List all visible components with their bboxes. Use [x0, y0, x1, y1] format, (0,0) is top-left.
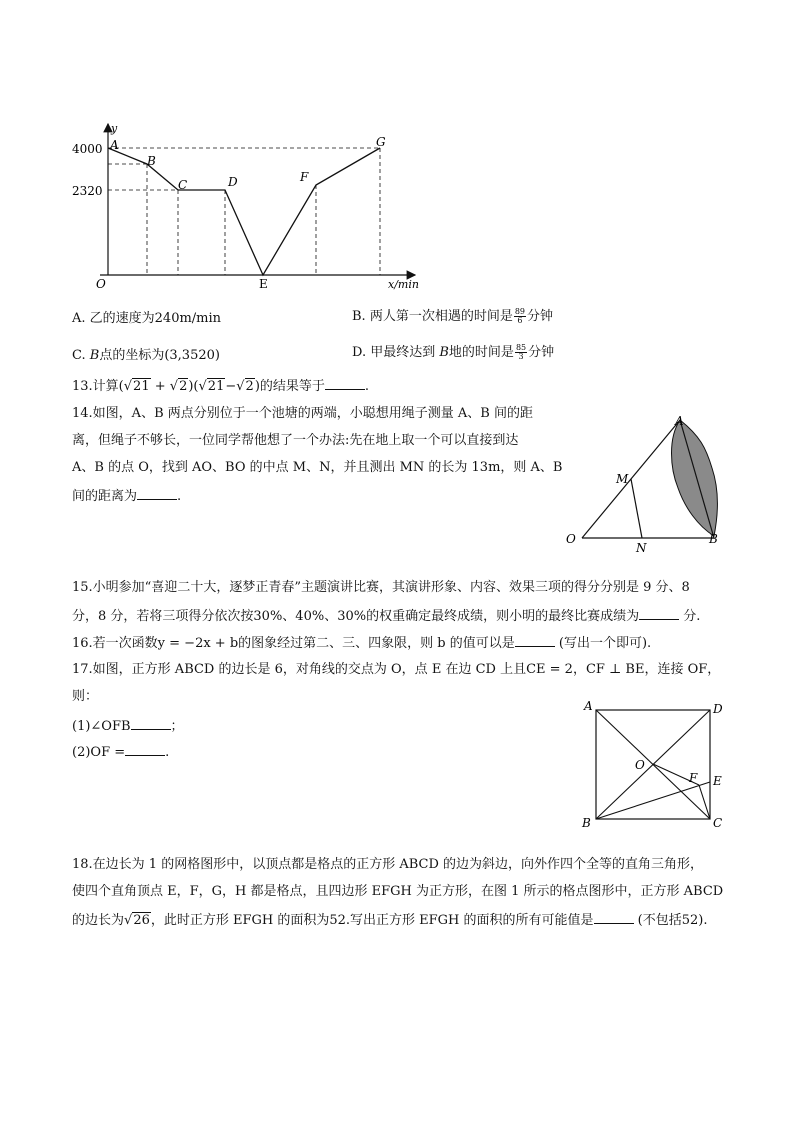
- option-b: [352, 306, 553, 328]
- point-e-label: E: [259, 277, 268, 291]
- label-b: B: [709, 532, 718, 546]
- question-17-sub-1: (1)∠OFB ；: [72, 716, 732, 737]
- option-c-value: (3,3520): [164, 348, 220, 363]
- y-tick-4000: 4000: [72, 142, 103, 156]
- point-c-label: C: [178, 178, 188, 192]
- question-14-line-1: 14.如图，A、B 两点分别位于一个池塘的两端，小聪想用绳子测量 A、B 间的距: [72, 406, 533, 421]
- label-a: A: [584, 699, 593, 713]
- question-14-line-2: 离，但绳子不够长，一位同学帮他想了一个办法:先在地上取一个可以直接到达: [72, 433, 519, 448]
- label-c: C: [713, 816, 723, 830]
- y-tick-2320: 2320: [72, 184, 103, 198]
- pond-triangle-figure: [560, 408, 730, 558]
- question-15-line-1: 15.小明参加“喜迎二十大，逐梦正青春”主题演讲比赛，其演讲形象、内容、效果三项的得分分别是 9 分、8: [72, 580, 690, 595]
- label-m: M: [616, 472, 629, 486]
- option-c: C. B点的坐标为(3,3520): [72, 348, 220, 363]
- answer-blank-14: [137, 486, 177, 500]
- distance-time-graph: [70, 118, 440, 296]
- label-a: A: [675, 414, 684, 428]
- option-a-text: A. 乙的速度为: [72, 311, 155, 326]
- question-18-line-3: 的边长为√26，此时正方形 EFGH 的面积为52.写出正方形 EFGH 的面积的所有可能值是 (不包括52).: [72, 910, 732, 931]
- question-18-line-1: 18.在边长为 1 的网格图形中，以顶点都是格点的正方形 ABCD 的边为斜边，向外作四个全等的直角三角形，: [72, 857, 704, 872]
- segment-be: [596, 782, 710, 819]
- label-o: O: [635, 758, 645, 772]
- answer-blank-17-1: [131, 716, 171, 730]
- answer-blank-15: [639, 606, 679, 620]
- label-o: O: [566, 532, 576, 546]
- option-b-fraction: $\frac{89}{6}$: [514, 307, 526, 325]
- point-a-label: A: [110, 138, 119, 152]
- answer-blank-16: [515, 633, 555, 647]
- origin-label: O: [96, 277, 106, 291]
- answer-blank-13: [325, 376, 365, 390]
- question-14-line-3: A、B 的点 O，找到 AO、BO 的中点 M、N，并且测出 MN 的长为 13m，则 A、B: [72, 460, 563, 475]
- square-abcd-figure: [578, 696, 728, 832]
- point-f-label: F: [300, 170, 309, 184]
- label-n: N: [636, 541, 647, 555]
- segment-mn: [631, 479, 642, 538]
- answer-blank-18: [594, 910, 634, 924]
- question-15-line-2: 分，8 分，若将三项得分依次按30%、40%、30%的权重确定最终成绩，则小明的最终比赛成绩为 分.: [72, 606, 732, 627]
- question-18-line-2: 使四个直角顶点 E，F，G，H 都是格点，且四边形 EFGH 为正方形，在图 1 所示的格点图形中，正方形 ABCD: [72, 884, 724, 899]
- question-17-line-1: 17.如图，正方形 ABCD 的边长是 6，对角线的交点为 O，点 E 在边 CD 上且CE = 2，CF ⊥ BE，连接 OF，: [72, 662, 721, 677]
- option-d: D. 甲最终达到 B地的时间是 $\frac{85}{3}$ 分钟: [352, 343, 555, 361]
- answer-blank-17-2: [125, 742, 165, 756]
- question-17-sub-2: (2)OF = .: [72, 742, 732, 763]
- label-d: D: [713, 702, 723, 716]
- point-g-label: G: [376, 135, 386, 149]
- option-a-value: 240m/min: [154, 311, 222, 326]
- x-axis-label: x/min: [388, 278, 419, 291]
- question-17-line-2: 则：: [72, 689, 99, 704]
- option-b-text: B. 两人第一次相遇的时间是: [352, 309, 513, 324]
- y-axis-label: y: [111, 122, 118, 135]
- question-16: 16.若一次函数y = −2x + b的图象经过第二、三、四象限，则 b 的值可以是 (写出一个即可).: [72, 633, 732, 654]
- option-d-fraction: $\frac{85}{3}$: [515, 343, 527, 361]
- question-13: 13.计算(√21 + √2)(√21−√2)的结果等于 .: [72, 376, 732, 397]
- point-d-label: D: [228, 175, 238, 189]
- point-b-label: B: [147, 154, 156, 168]
- option-a: [72, 309, 221, 329]
- question-14-line-4: 间的距离为 .: [72, 486, 732, 507]
- option-b-suffix: 分钟: [527, 309, 554, 324]
- label-e: E: [713, 774, 722, 788]
- label-f: F: [689, 771, 698, 785]
- label-b: B: [582, 816, 591, 830]
- pond-shape: [672, 420, 718, 536]
